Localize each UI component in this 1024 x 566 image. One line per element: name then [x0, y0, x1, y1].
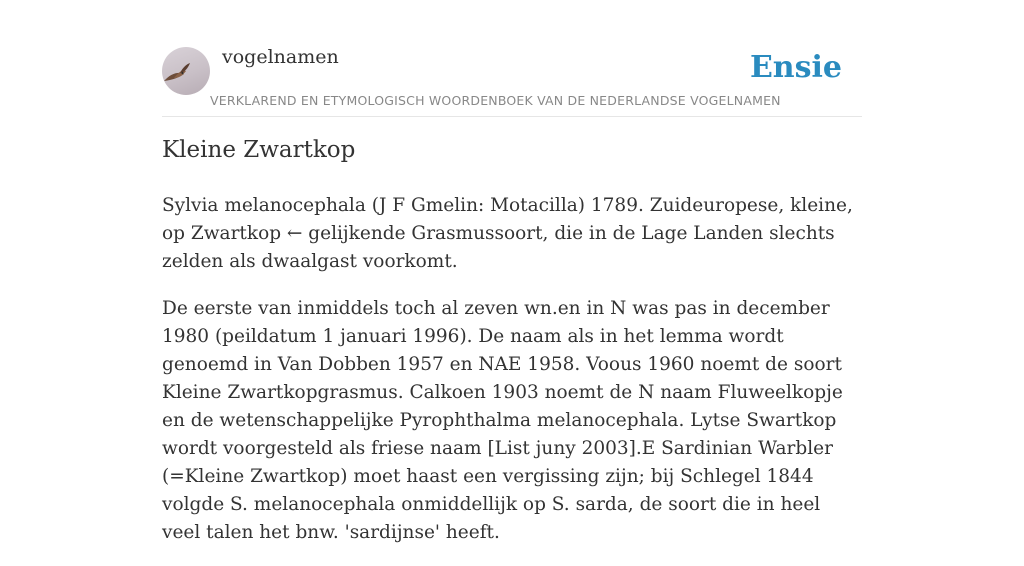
site-header	[162, 42, 862, 117]
article-title: Kleine Zwartkop	[162, 137, 356, 163]
site-name[interactable]: vogelnamen	[222, 46, 339, 68]
article-paragraph: Sylvia melanocephala (J F Gmelin: Motacilla) 1789. Zuideuropese, kleine, op Zwartkop ← gelijkende Grasmussoort, die in de Lage Landen slechts zelden als dwaalgast voorkomt.	[162, 195, 853, 272]
bird-icon	[162, 47, 210, 95]
article-paragraph: De eerste van inmiddels toch al zeven wn.en in N was pas in december 1980 (peildatum 1 januari 1996). De naam als in het lemma wordt genoemd in Van Dobben 1957 en NAE 1958. Voous 1960 noemt de soort Kleine Zwartkopgrasmus. Calkoen 1903 noemt de N naam Fluweelkopje en de wetenschappelijke Pyrophthalma melanocephala. Lytse Swartkop wordt voorgesteld als friese naam [List juny 2003].E Sardinian Warbler (=Kleine Zwartkop) moet haast een vergissing zijn; bij Schlegel 1844 volgde S. melanocephala onmiddellijk op S. sarda, de soort die in heel veel talen het bnw. 'sardijnse' heeft.	[162, 298, 843, 543]
site-avatar[interactable]	[162, 47, 210, 95]
article-body	[162, 192, 862, 566]
site-tagline: VERKLAREND EN ETYMOLOGISCH WOORDENBOEK VAN DE NEDERLANDSE VOGELNAMEN	[210, 93, 781, 108]
brand-logo[interactable]: Ensie	[749, 50, 842, 85]
